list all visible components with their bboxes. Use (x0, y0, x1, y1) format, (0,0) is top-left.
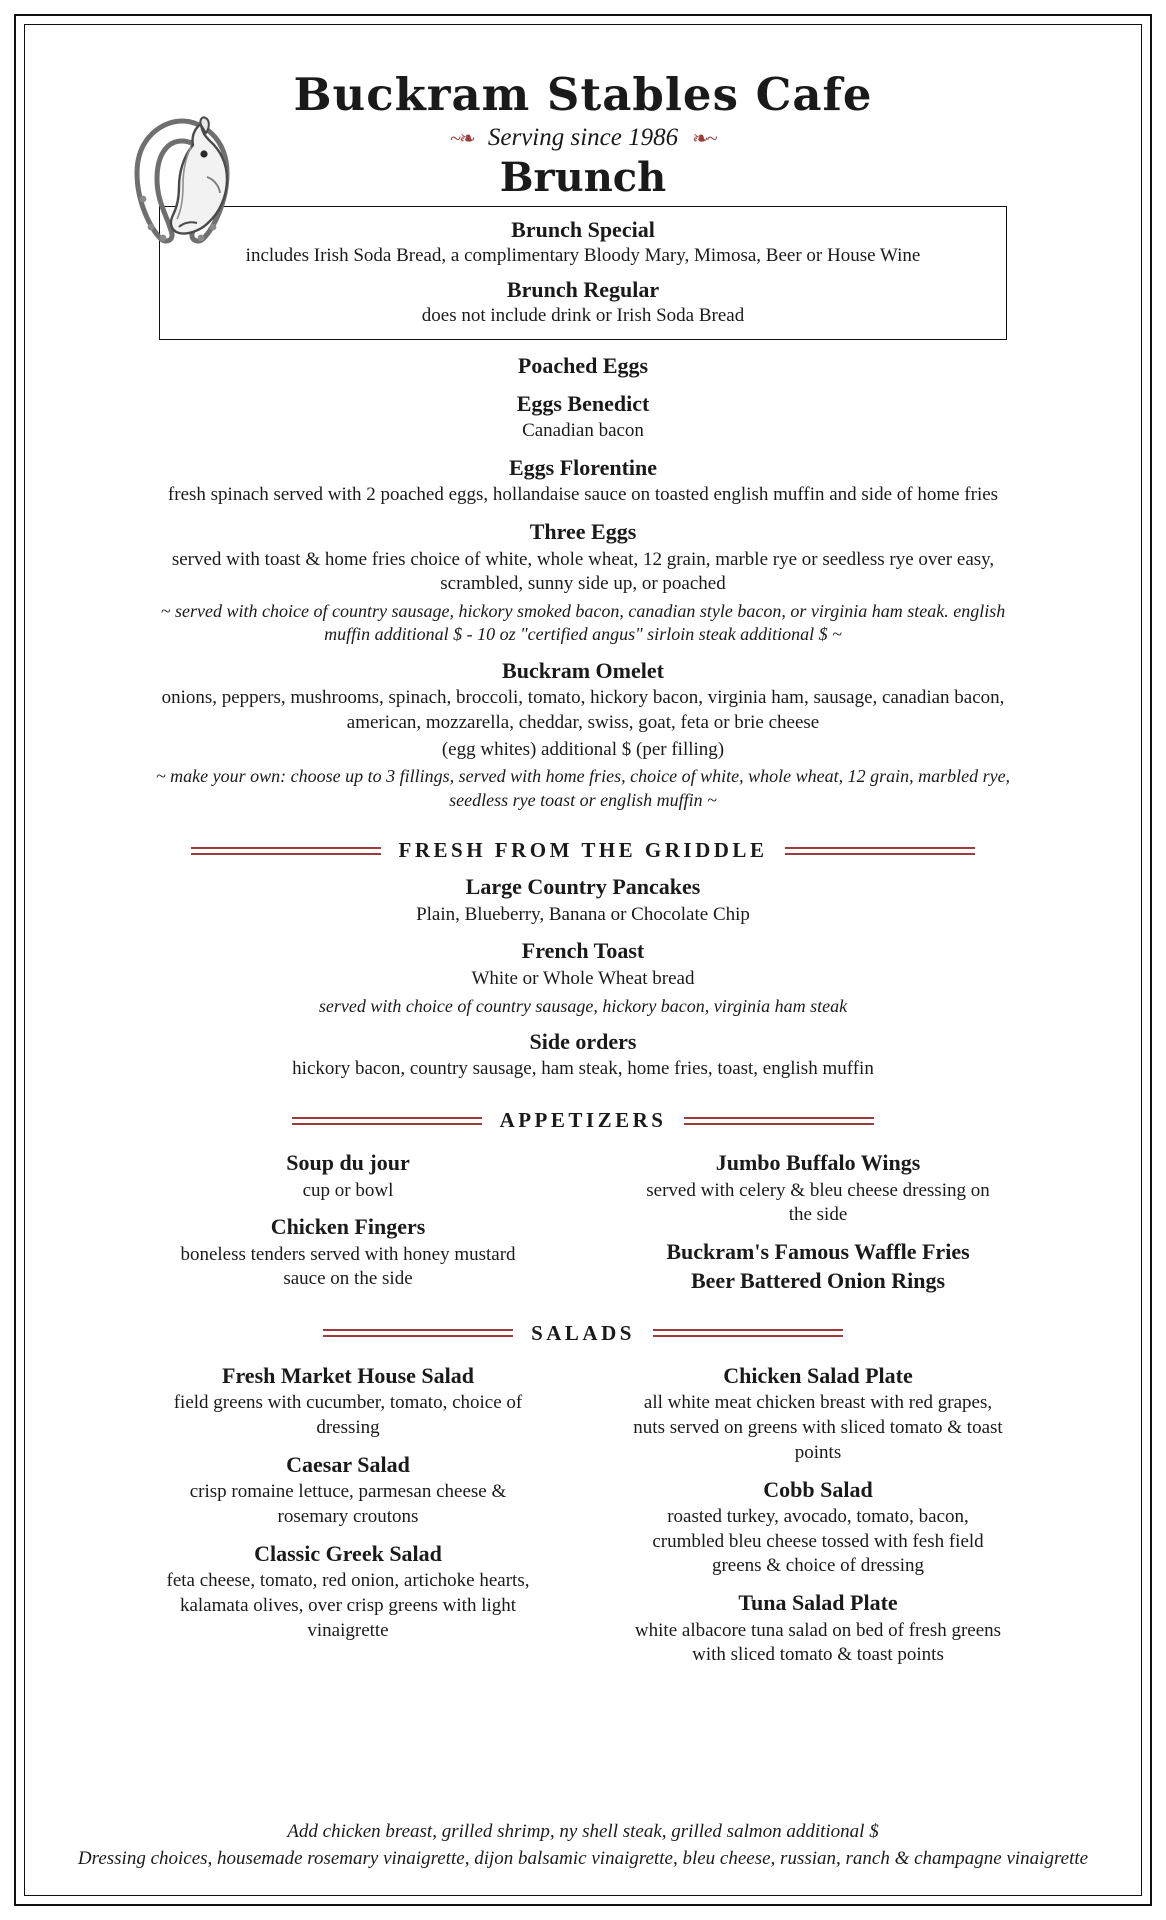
menu-item (133, 1362, 563, 1441)
item-name: Tuna Salad Plate (738, 1590, 898, 1616)
item-name: Side orders (529, 1028, 637, 1054)
griddle-section (59, 873, 1107, 1082)
item-name: Chicken Salad Plate (723, 1362, 913, 1388)
item-name: Soup du jour (286, 1150, 410, 1176)
cafe-title: Buckram Stables Cafe (293, 68, 873, 121)
menu-footer (59, 1818, 1107, 1873)
item-desc-secondary: (egg whites) additional $ (per filling) (441, 738, 725, 760)
menu-item (59, 1028, 1107, 1082)
rule-right (785, 847, 975, 855)
section-heading-text: FRESH FROM THE GRIDDLE (398, 838, 768, 863)
flourish-left-icon: ~❧ (450, 127, 474, 150)
footer-line-addons: Add chicken breast, grilled shrimp, ny shell steak, grilled salmon additional $ (287, 1820, 879, 1842)
item-name: Eggs Florentine (508, 454, 658, 480)
section-heading-appetizers (59, 1108, 1107, 1133)
horse-and-horseshoe-logo (107, 107, 257, 257)
menu-item (59, 657, 1107, 812)
rule-left (292, 1117, 482, 1125)
item-desc: served with toast & home fries choice of white, whole wheat, 12 grain, marble rye or seedless rye over easy, scrambled, sunny side up, or poached (171, 548, 995, 595)
brunch-special-title: Brunch Special (511, 217, 655, 243)
brunch-regular-desc: does not include drink or Irish Soda Bread (421, 305, 745, 327)
menu-item (133, 1213, 563, 1292)
item-desc: field greens with cucumber, tomato, choice of dressing (173, 1392, 523, 1439)
meal-title: Brunch (499, 154, 667, 202)
menu-header (59, 68, 1107, 202)
item-name: Classic Greek Salad (254, 1540, 442, 1566)
appetizers-columns (59, 1139, 1107, 1295)
item-note: ~ served with choice of country sausage, hickory smoked bacon, canadian style bacon, or virginia ham steak. english muffin additional $ - 10 oz "certified angus" sirloin steak additional $ ~ (160, 601, 1006, 645)
section-heading-text: APPETIZERS (499, 1108, 667, 1133)
item-name: Cobb Salad (763, 1476, 873, 1502)
item-desc: all white meat chicken breast with red grapes, nuts served on greens with sliced tomato & toast points (633, 1392, 1003, 1463)
section-heading-text: SALADS (531, 1320, 635, 1345)
flourish-right-icon: ❧~ (692, 127, 716, 150)
salads-left-column (133, 1352, 563, 1668)
rule-right (684, 1117, 874, 1125)
item-note: served with choice of country sausage, hickory bacon, virginia ham steak (318, 995, 848, 1016)
menu-item (59, 873, 1107, 927)
item-name: Fresh Market House Salad (222, 1362, 474, 1388)
item-desc: cup or bowl (302, 1179, 394, 1201)
menu-item (603, 1238, 1033, 1266)
section-heading-griddle (59, 838, 1107, 863)
menu-item (133, 1540, 563, 1644)
section-heading-salads (59, 1321, 1107, 1346)
poached-eggs-section (59, 352, 1107, 812)
inner-border (24, 24, 1142, 1896)
item-desc: White or Whole Wheat bread (471, 967, 695, 989)
appetizers-left-column (133, 1139, 563, 1295)
item-desc: Plain, Blueberry, Banana or Chocolate Chip (416, 903, 750, 925)
item-note: ~ make your own: choose up to 3 fillings, served with home fries, choice of white, whole wheat, 12 grain, marbled rye, seedless rye toast or english muffin ~ (155, 766, 1011, 810)
item-desc: served with celery & bleu cheese dressing on the side (646, 1179, 990, 1226)
salads-right-column (603, 1352, 1033, 1668)
item-desc: Canadian bacon (522, 420, 644, 442)
item-desc: onions, peppers, mushrooms, spinach, broccoli, tomato, hickory bacon, virginia ham, sausage, canadian bacon, american, mozzarella, cheddar, swiss, goat, feta or brie cheese (161, 687, 1005, 733)
brunch-regular-title: Brunch Regular (506, 277, 660, 303)
menu-item (603, 1476, 1033, 1580)
item-name: Beer Battered Onion Rings (690, 1268, 946, 1294)
menu-item (133, 1451, 563, 1530)
brunch-special-desc: includes Irish Soda Bread, a complimentary Bloody Mary, Mimosa, Beer or House Wine (245, 245, 921, 267)
item-name: French Toast (521, 938, 645, 964)
rule-left (191, 847, 381, 855)
menu-item (603, 1149, 1033, 1228)
rule-left (323, 1329, 513, 1337)
item-desc: roasted turkey, avocado, tomato, bacon, crumbled bleu cheese tossed with fesh field greens & choice of dressing (652, 1506, 984, 1577)
footer-line-dressings: Dressing choices, housemade rosemary vinaigrette, dijon balsamic vinaigrette, bleu cheese, russian, ranch & champagne vinaigrette (77, 1848, 1089, 1870)
item-name: Eggs Benedict (516, 390, 650, 416)
menu-item (603, 1589, 1033, 1668)
item-name: Buckram Omelet (502, 657, 664, 683)
item-name: Chicken Fingers (270, 1214, 426, 1240)
menu-item (603, 1362, 1033, 1466)
rule-right (653, 1329, 843, 1337)
item-desc: crisp romaine lettuce, parmesan cheese & rosemary croutons (189, 1481, 507, 1528)
item-name: Buckram's Famous Waffle Fries (666, 1238, 970, 1264)
section-heading-poached-eggs: Poached Eggs (517, 353, 649, 379)
menu-item (59, 454, 1107, 508)
item-desc: hickory bacon, country sausage, ham steak, home fries, toast, english muffin (292, 1058, 874, 1080)
outer-border (14, 14, 1152, 1906)
item-desc: boneless tenders served with honey mustard sauce on the side (180, 1243, 516, 1290)
appetizers-right-column (603, 1139, 1033, 1295)
menu-item (59, 518, 1107, 647)
menu-item (133, 1149, 563, 1203)
menu-item (59, 390, 1107, 444)
item-name: Large Country Pancakes (465, 874, 701, 900)
item-desc: white albacore tuna salad on bed of fresh greens with sliced tomato & toast points (634, 1619, 1002, 1666)
salads-columns (59, 1352, 1107, 1668)
menu-item (59, 937, 1107, 1018)
item-name: Jumbo Buffalo Wings (715, 1150, 921, 1176)
brunch-special-box (159, 206, 1007, 340)
menu-item (603, 1267, 1033, 1295)
tagline: Serving since 1986 (487, 124, 679, 152)
item-desc: feta cheese, tomato, red onion, artichoke hearts, kalamata olives, over crisp greens with light vinaigrette (166, 1570, 530, 1641)
item-desc: fresh spinach served with 2 poached eggs, hollandaise sauce on toasted english muffin and side of home fries (167, 484, 999, 506)
item-name: Caesar Salad (286, 1451, 410, 1477)
item-name: Three Eggs (529, 519, 637, 545)
